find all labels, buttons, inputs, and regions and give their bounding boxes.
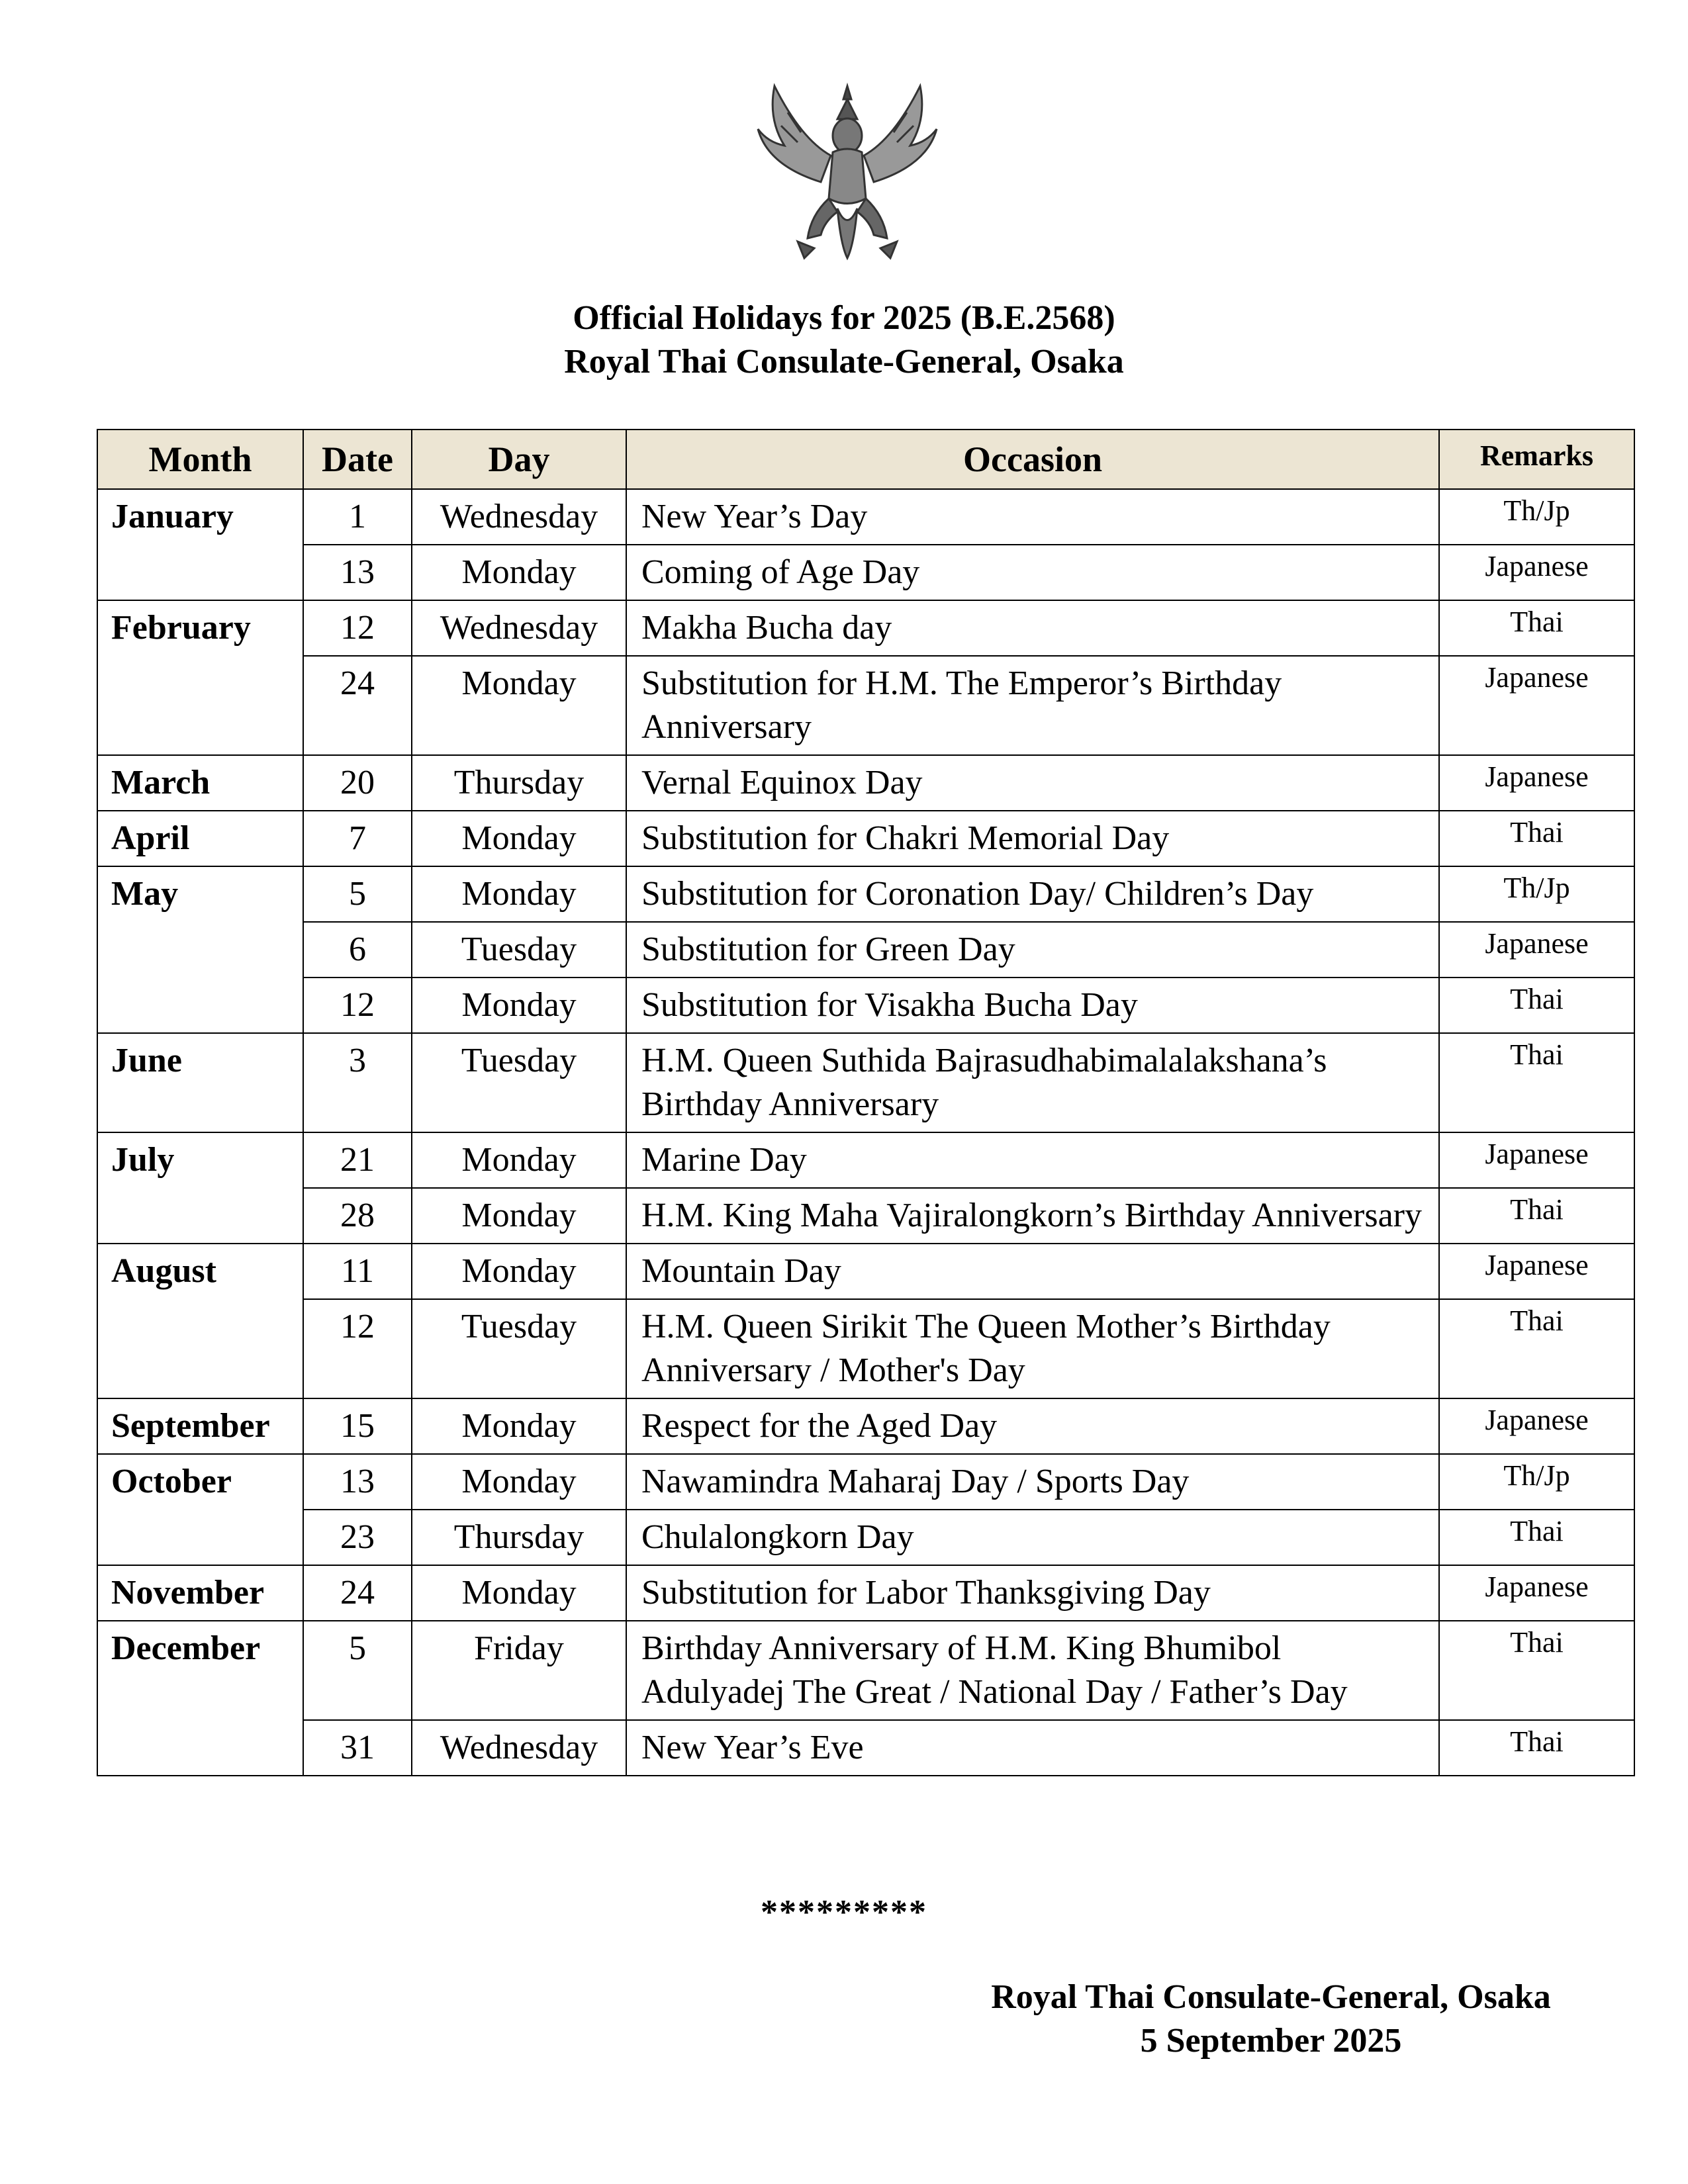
date-cell: 5 [303, 1621, 412, 1720]
month-cell: October [97, 1454, 303, 1565]
day-cell: Monday [412, 1454, 626, 1510]
signature-block [861, 1976, 1681, 2063]
day-cell: Tuesday [412, 1299, 626, 1398]
remarks-cell: Japanese [1439, 1244, 1634, 1299]
occasion-cell: H.M. King Maha Vajiralongkorn’s Birthday Anniversary [626, 1188, 1439, 1244]
date-cell: 12 [303, 600, 412, 656]
date-cell: 21 [303, 1132, 412, 1188]
table-row [97, 1510, 1634, 1565]
remarks-cell: Japanese [1439, 1132, 1634, 1188]
column-header-occasion: Occasion [626, 430, 1439, 489]
occasion-cell: Birthday Anniversary of H.M. King Bhumibol Adulyadej The Great / National Day / Father’s Day [626, 1621, 1439, 1720]
table-row [97, 866, 1634, 922]
column-header-remarks: Remarks [1439, 430, 1634, 489]
remarks-cell: Japanese [1439, 1398, 1634, 1454]
occasion-cell: Substitution for Coronation Day/ Children’s Day [626, 866, 1439, 922]
day-cell: Monday [412, 866, 626, 922]
day-cell: Wednesday [412, 489, 626, 545]
occasion-cell: Marine Day [626, 1132, 1439, 1188]
month-cell: December [97, 1621, 303, 1776]
month-cell: September [97, 1398, 303, 1454]
table-row [97, 545, 1634, 600]
occasion-cell: Respect for the Aged Day [626, 1398, 1439, 1454]
table-header-row [97, 430, 1634, 489]
table-row [97, 1033, 1634, 1132]
month-cell: July [97, 1132, 303, 1244]
date-cell: 15 [303, 1398, 412, 1454]
remarks-cell: Thai [1439, 1033, 1634, 1132]
day-cell: Tuesday [412, 922, 626, 978]
day-cell: Monday [412, 656, 626, 755]
day-cell: Monday [412, 1565, 626, 1621]
remarks-cell: Thai [1439, 1621, 1634, 1720]
day-cell: Monday [412, 1398, 626, 1454]
occasion-cell: Mountain Day [626, 1244, 1439, 1299]
day-cell: Monday [412, 811, 626, 866]
remarks-cell: Th/Jp [1439, 1454, 1634, 1510]
table-row [97, 1132, 1634, 1188]
date-cell: 12 [303, 1299, 412, 1398]
day-cell: Monday [412, 1188, 626, 1244]
remarks-cell: Thai [1439, 978, 1634, 1033]
document-title: Official Holidays for 2025 (B.E.2568) [573, 299, 1115, 337]
table-body [97, 489, 1634, 1776]
occasion-cell: Substitution for H.M. The Emperor’s Birthday Anniversary [626, 656, 1439, 755]
column-header-month: Month [97, 430, 303, 489]
table-row [97, 1299, 1634, 1398]
date-cell: 7 [303, 811, 412, 866]
garuda-emblem-icon [748, 73, 947, 265]
table-row [97, 1188, 1634, 1244]
occasion-cell: Makha Bucha day [626, 600, 1439, 656]
occasion-cell: Substitution for Green Day [626, 922, 1439, 978]
remarks-cell: Thai [1439, 811, 1634, 866]
remarks-cell: Th/Jp [1439, 866, 1634, 922]
occasion-cell: Vernal Equinox Day [626, 755, 1439, 811]
date-cell: 1 [303, 489, 412, 545]
table-row [97, 811, 1634, 866]
occasion-cell: Substitution for Labor Thanksgiving Day [626, 1565, 1439, 1621]
date-cell: 13 [303, 545, 412, 600]
table-row [97, 1244, 1634, 1299]
month-cell: May [97, 866, 303, 1033]
occasion-cell: Nawamindra Maharaj Day / Sports Day [626, 1454, 1439, 1510]
month-cell: March [97, 755, 303, 811]
date-cell: 31 [303, 1720, 412, 1776]
occasion-cell: Chulalongkorn Day [626, 1510, 1439, 1565]
date-cell: 24 [303, 1565, 412, 1621]
date-cell: 6 [303, 922, 412, 978]
remarks-cell: Japanese [1439, 656, 1634, 755]
remarks-cell: Japanese [1439, 1565, 1634, 1621]
table-row [97, 1454, 1634, 1510]
occasion-cell: New Year’s Eve [626, 1720, 1439, 1776]
day-cell: Monday [412, 545, 626, 600]
month-cell: June [97, 1033, 303, 1132]
signature-date: 5 September 2025 [1140, 2022, 1402, 2060]
occasion-cell: Substitution for Visakha Bucha Day [626, 978, 1439, 1033]
remarks-cell: Th/Jp [1439, 489, 1634, 545]
date-cell: 28 [303, 1188, 412, 1244]
table-row [97, 600, 1634, 656]
month-cell: August [97, 1244, 303, 1398]
day-cell: Thursday [412, 1510, 626, 1565]
date-cell: 13 [303, 1454, 412, 1510]
holidays-table [97, 429, 1635, 1776]
day-cell: Monday [412, 1132, 626, 1188]
remarks-cell: Thai [1439, 1188, 1634, 1244]
date-cell: 5 [303, 866, 412, 922]
date-cell: 23 [303, 1510, 412, 1565]
table-row [97, 1621, 1634, 1720]
day-cell: Monday [412, 1244, 626, 1299]
document-subtitle: Royal Thai Consulate-General, Osaka [564, 343, 1124, 381]
table-row [97, 755, 1634, 811]
month-cell: November [97, 1565, 303, 1621]
column-header-date: Date [303, 430, 412, 489]
date-cell: 24 [303, 656, 412, 755]
occasion-cell: H.M. Queen Suthida Bajrasudhabimalalakshana’s Birthday Anniversary [626, 1033, 1439, 1132]
month-cell: January [97, 489, 303, 600]
column-header-day: Day [412, 430, 626, 489]
remarks-cell: Thai [1439, 1510, 1634, 1565]
table-row [97, 489, 1634, 545]
remarks-cell: Japanese [1439, 922, 1634, 978]
occasion-cell: H.M. Queen Sirikit The Queen Mother’s Birthday Anniversary / Mother's Day [626, 1299, 1439, 1398]
occasion-cell: New Year’s Day [626, 489, 1439, 545]
table-row [97, 1398, 1634, 1454]
date-cell: 20 [303, 755, 412, 811]
remarks-cell: Japanese [1439, 755, 1634, 811]
day-cell: Wednesday [412, 1720, 626, 1776]
day-cell: Tuesday [412, 1033, 626, 1132]
signature-name: Royal Thai Consulate-General, Osaka [991, 1978, 1551, 2016]
month-cell: February [97, 600, 303, 755]
date-cell: 12 [303, 978, 412, 1033]
day-cell: Monday [412, 978, 626, 1033]
remarks-cell: Thai [1439, 1299, 1634, 1398]
table-row [97, 922, 1634, 978]
day-cell: Friday [412, 1621, 626, 1720]
table-row [97, 1720, 1634, 1776]
remarks-cell: Japanese [1439, 545, 1634, 600]
table-row [97, 656, 1634, 755]
remarks-cell: Thai [1439, 600, 1634, 656]
table-row [97, 1565, 1634, 1621]
day-cell: Wednesday [412, 600, 626, 656]
day-cell: Thursday [412, 755, 626, 811]
document-header [0, 296, 1688, 384]
occasion-cell: Substitution for Chakri Memorial Day [626, 811, 1439, 866]
date-cell: 3 [303, 1033, 412, 1132]
remarks-cell: Thai [1439, 1720, 1634, 1776]
date-cell: 11 [303, 1244, 412, 1299]
separator-stars: ********* [761, 1893, 927, 1931]
table-row [97, 978, 1634, 1033]
occasion-cell: Coming of Age Day [626, 545, 1439, 600]
month-cell: April [97, 811, 303, 866]
